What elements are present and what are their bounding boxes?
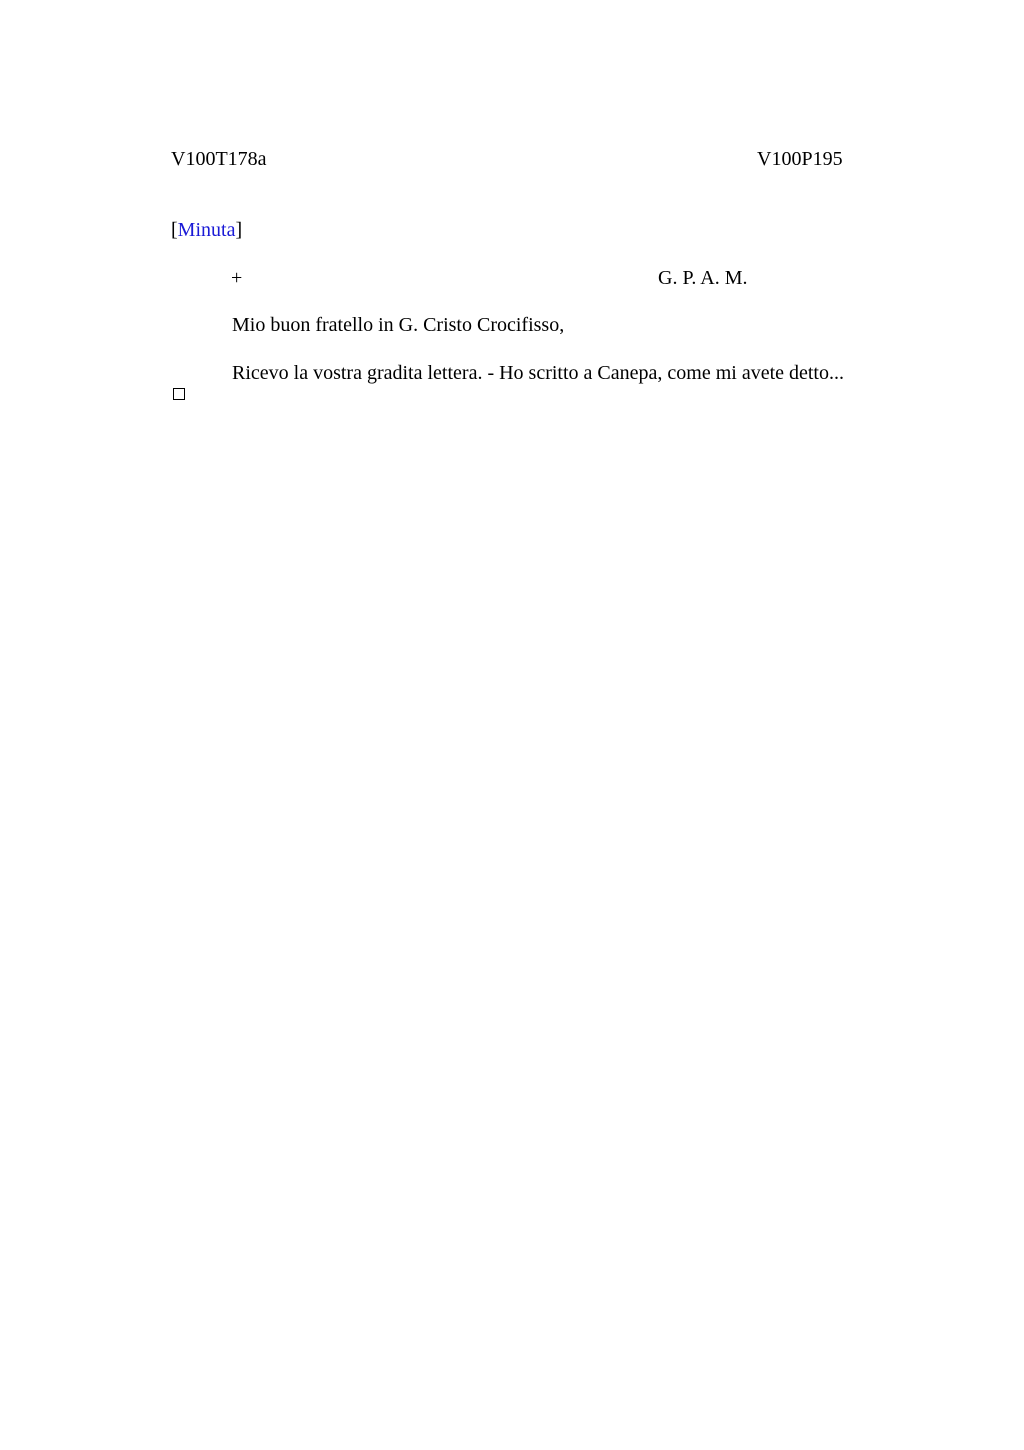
minuta-heading (171, 220, 242, 240)
letter-body: Ricevo la vostra gradita lettera. - Ho scritto a Canepa, come mi avete detto... (232, 362, 844, 384)
cross-symbol: + (231, 267, 243, 289)
selection-checkbox[interactable] (173, 388, 185, 400)
document-code-right: V100P195 (757, 148, 843, 170)
dedication-text: G. P. A. M. (658, 267, 748, 289)
document-code-left: V100T178a (171, 148, 267, 170)
minuta-link[interactable]: Minuta (177, 219, 236, 241)
salutation-line: Mio buon fratello in G. Cristo Crocifisso, (232, 314, 565, 336)
minuta-close-bracket: ] (235, 219, 243, 241)
minuta-open-bracket: [ (171, 219, 178, 241)
